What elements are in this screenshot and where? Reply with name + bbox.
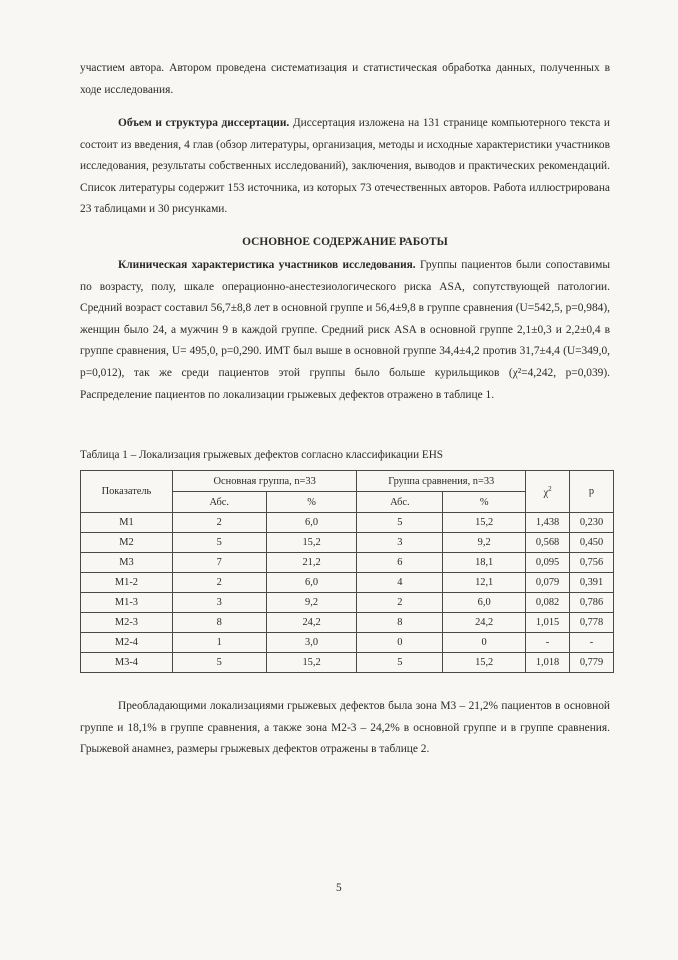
clinical-paragraph	[80, 255, 610, 406]
cell-chi: 1,438	[526, 513, 570, 533]
cell-chi: 0,082	[526, 593, 570, 613]
header-p: p	[570, 471, 614, 513]
cell-comp-pct: 15,2	[443, 653, 526, 673]
cell-indicator: M3-4	[81, 653, 173, 673]
cell-comp-abs: 0	[357, 633, 443, 653]
cell-p: 0,450	[570, 533, 614, 553]
page-number: 5	[336, 882, 342, 894]
cell-main-pct: 21,2	[266, 553, 357, 573]
header-chi-square	[526, 471, 570, 513]
cell-chi: 0,079	[526, 573, 570, 593]
cell-p: 0,391	[570, 573, 614, 593]
cell-chi: 0,568	[526, 533, 570, 553]
cell-main-abs: 7	[172, 553, 266, 573]
cell-main-abs: 5	[172, 533, 266, 553]
table-row	[81, 613, 614, 633]
header-comparison-group: Группа сравнения, n=33	[357, 471, 526, 492]
cell-indicator: M2-4	[81, 633, 173, 653]
chi-superscript: 2	[548, 484, 552, 493]
cell-main-abs: 1	[172, 633, 266, 653]
cell-p: 0,779	[570, 653, 614, 673]
cell-comp-abs: 8	[357, 613, 443, 633]
cell-comp-pct: 12,1	[443, 573, 526, 593]
section-heading: ОСНОВНОЕ СОДЕРЖАНИЕ РАБОТЫ	[242, 236, 448, 248]
cell-indicator: M2-3	[81, 613, 173, 633]
cell-indicator: M3	[81, 553, 173, 573]
intro-paragraph: участием автора. Автором проведена систематизация и статистическая обработка данных, полученных в ходе исследования.	[80, 62, 610, 96]
cell-comp-abs: 5	[357, 513, 443, 533]
cell-comp-pct: 24,2	[443, 613, 526, 633]
cell-main-abs: 3	[172, 593, 266, 613]
cell-comp-abs: 3	[357, 533, 443, 553]
cell-chi: -	[526, 633, 570, 653]
table-row	[81, 573, 614, 593]
cell-main-pct: 6,0	[266, 513, 357, 533]
cell-comp-pct: 15,2	[443, 513, 526, 533]
cell-main-abs: 2	[172, 513, 266, 533]
cell-main-pct: 24,2	[266, 613, 357, 633]
structure-text: Диссертация изложена на 131 странице компьютерного текста и состоит из введения, 4 глав (обзор литературы, организация, методы и исходные характеристики участников исследования, результаты собственных исследований), заключения, выводов и практических рекомендаций. Список литературы содержит 153 источника, из которых 73 отечественных авторов. Работа иллюстрирована 23 таблицами и 30 рисунками.	[80, 117, 610, 216]
cell-indicator: M1	[81, 513, 173, 533]
header-comp-abs: Абс.	[357, 492, 443, 513]
cell-main-pct: 15,2	[266, 653, 357, 673]
header-main-pct: %	[266, 492, 357, 513]
cell-comp-abs: 4	[357, 573, 443, 593]
cell-comp-abs: 5	[357, 653, 443, 673]
cell-comp-pct: 9,2	[443, 533, 526, 553]
cell-main-pct: 6,0	[266, 573, 357, 593]
cell-indicator: M1-2	[81, 573, 173, 593]
cell-p: -	[570, 633, 614, 653]
hernia-localization-table	[80, 470, 614, 673]
cell-p: 0,778	[570, 613, 614, 633]
clinical-lead: Клиническая характеристика участников исследования.	[118, 259, 416, 271]
header-main-group: Основная группа, n=33	[172, 471, 357, 492]
table-row	[81, 653, 614, 673]
table-row	[81, 533, 614, 553]
cell-comp-pct: 18,1	[443, 553, 526, 573]
table-caption: Таблица 1 – Локализация грыжевых дефектов согласно классификации EHS	[80, 449, 444, 461]
table-row	[81, 553, 614, 573]
structure-lead: Объем и структура диссертации.	[118, 117, 290, 129]
cell-main-pct: 3,0	[266, 633, 357, 653]
conclusion-paragraph: Преобладающими локализациями грыжевых дефектов была зона М3 – 21,2% пациентов в основной группе и 18,1% в группе сравнения, а также зона М2-3 – 24,2% в основной группе и в группе сравнения. Грыжевой анамнез, размеры грыжевых дефектов отражены в таблице 2.	[80, 700, 610, 756]
clinical-text: Группы пациентов были сопоставимы по возрасту, полу, шкале операционно-анестезиологического риска ASA, сопутствующей патологии. Средний возраст составил 56,7±8,8 лет в основной группе и 56,4±9,8 в группе сравнения (U=542,5, p=0,984), женщин было 24, а мужчин 9 в каждой группе. Средний риск ASA в основной группе 2,1±0,3 и 2,2±0,4 в группе сравнения, U= 495,0, p=0,290. ИМТ был выше в основной группе 34,4±4,2 против 31,7±4,4 (U=349,0, p=0,012), так же среди пациентов этой группы было больше курильщиков (χ²=4,242, p=0,039). Распределение пациентов по локализации грыжевых дефектов отражено в таблице 1.	[80, 259, 611, 401]
cell-comp-abs: 2	[357, 593, 443, 613]
cell-main-pct: 15,2	[266, 533, 357, 553]
cell-comp-pct: 6,0	[443, 593, 526, 613]
header-comp-pct: %	[443, 492, 526, 513]
cell-main-abs: 2	[172, 573, 266, 593]
cell-p: 0,230	[570, 513, 614, 533]
cell-chi: 0,095	[526, 553, 570, 573]
cell-p: 0,756	[570, 553, 614, 573]
cell-chi: 1,018	[526, 653, 570, 673]
cell-chi: 1,015	[526, 613, 570, 633]
cell-comp-pct: 0	[443, 633, 526, 653]
table-row	[81, 633, 614, 653]
table-row	[81, 513, 614, 533]
cell-p: 0,786	[570, 593, 614, 613]
cell-main-abs: 5	[172, 653, 266, 673]
cell-main-abs: 8	[172, 613, 266, 633]
header-main-abs: Абс.	[172, 492, 266, 513]
cell-main-pct: 9,2	[266, 593, 357, 613]
cell-indicator: M2	[81, 533, 173, 553]
chi-symbol: χ	[543, 487, 549, 499]
table-body	[81, 513, 614, 673]
structure-paragraph	[80, 113, 610, 221]
cell-indicator: M1-3	[81, 593, 173, 613]
header-indicator: Показатель	[81, 471, 173, 513]
table-row	[81, 593, 614, 613]
cell-comp-abs: 6	[357, 553, 443, 573]
